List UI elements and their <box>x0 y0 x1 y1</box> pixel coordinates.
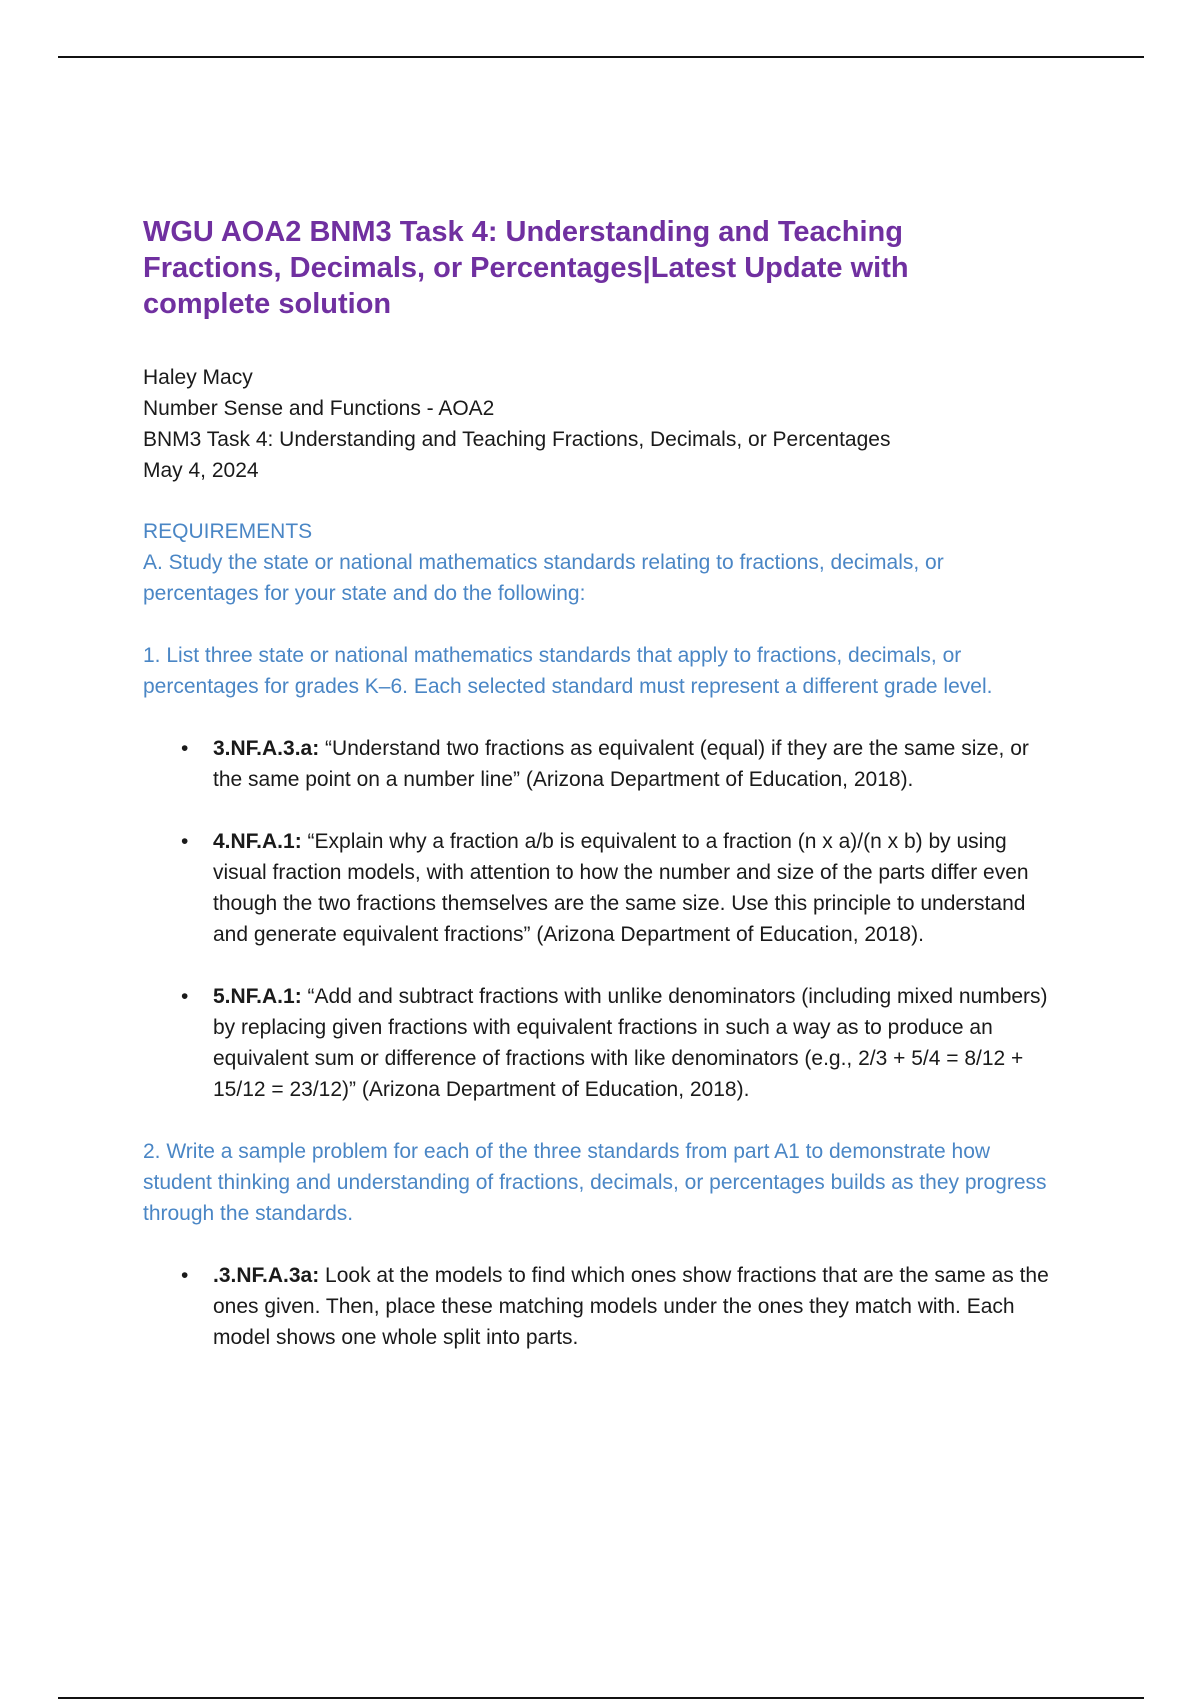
bullet-icon: • <box>181 1264 189 1287</box>
list-item <box>143 826 1063 950</box>
sample-problems-list <box>143 1260 1063 1353</box>
document-date: May 4, 2024 <box>143 459 259 482</box>
standard-code: 3.NF.A.3.a: <box>213 737 320 760</box>
requirements-heading: REQUIREMENTS <box>143 520 313 543</box>
document-body <box>143 214 1063 1384</box>
standard-text: “Explain why a fraction a/b is equivalent to a fraction (n x a)/(n x b) by using visual fraction models, with attention to how the number and size of the parts differ even though the two fractions themselves are the same size. Use this principle to understand and generate equivalent fractions” (Arizona Department of Education, 2018). <box>213 830 1029 946</box>
header-rule <box>58 56 1144 58</box>
bullet-icon: • <box>181 830 189 853</box>
requirement-a2: 2. Write a sample problem for each of the three standards from part A1 to demonstrate how student thinking and understanding of fractions, decimals, or percentages builds as they progress through the standards. <box>143 1140 1047 1225</box>
requirement-a1: 1. List three state or national mathematics standards that apply to fractions, decimals, or percentages for grades K–6. Each selected standard must represent a different grade level. <box>143 644 993 698</box>
list-item <box>143 981 1063 1105</box>
list-item <box>143 1260 1063 1353</box>
standard-code: 4.NF.A.1: <box>213 830 302 853</box>
sample-code: .3.NF.A.3a: <box>213 1264 320 1287</box>
footer-rule <box>58 1697 1144 1699</box>
bullet-icon: • <box>181 985 189 1008</box>
standards-list <box>143 733 1063 1105</box>
document-title: WGU AOA2 BNM3 Task 4: Understanding and Teaching Fractions, Decimals, or Percentages|Latest Update with complete solution <box>143 216 909 320</box>
author-name: Haley Macy <box>143 366 253 389</box>
standard-text: “Understand two fractions as equivalent (equal) if they are the same size, or the same point on a number line” (Arizona Department of Education, 2018). <box>213 737 1029 791</box>
task-name: BNM3 Task 4: Understanding and Teaching Fractions, Decimals, or Percentages <box>143 428 891 451</box>
list-item <box>143 733 1063 795</box>
standard-code: 5.NF.A.1: <box>213 985 302 1008</box>
requirement-a: A. Study the state or national mathematics standards relating to fractions, decimals, or percentages for your state and do the following: <box>143 551 944 605</box>
sample-text: Look at the models to find which ones show fractions that are the same as the ones given. Then, place these matching models under the ones they match with. Each model shows one whole split into parts. <box>213 1264 1049 1349</box>
document-meta <box>143 362 1063 486</box>
standard-text: “Add and subtract fractions with unlike denominators (including mixed numbers) by replacing given fractions with equivalent fractions in such a way as to produce an equivalent sum or difference of fractions with like denominators (e.g., 2/3 + 5/4 = 8/12 + 15/12 = 23/12)” (Arizona Department of Education, 2018). <box>213 985 1048 1101</box>
course-name: Number Sense and Functions - AOA2 <box>143 397 495 420</box>
bullet-icon: • <box>181 737 189 760</box>
